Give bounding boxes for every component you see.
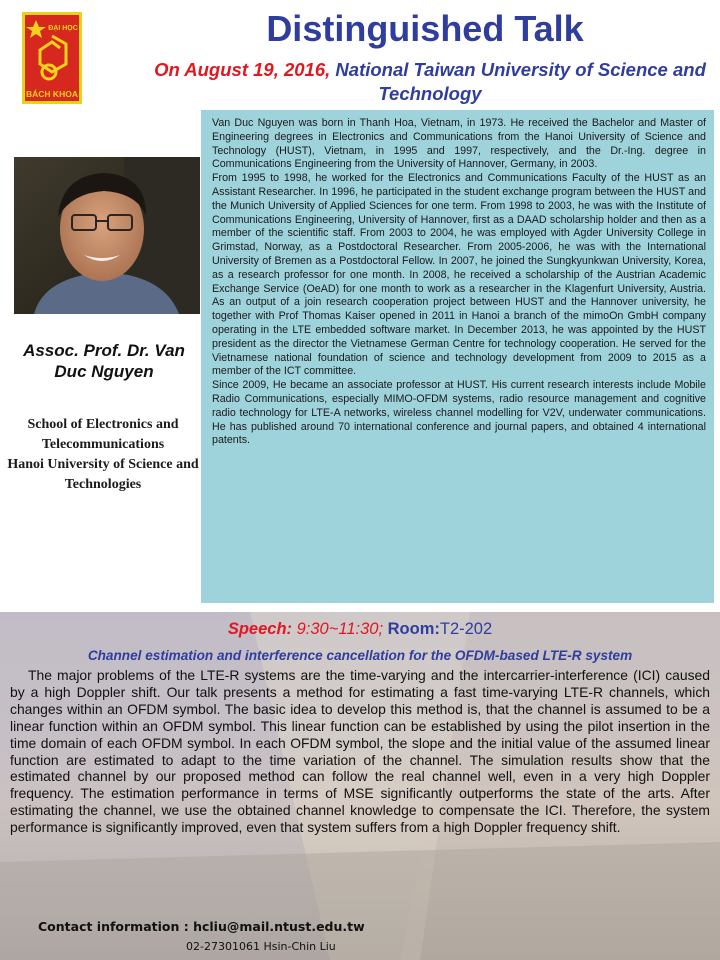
speech-schedule	[0, 620, 720, 639]
speaker-photo	[14, 157, 200, 314]
event-subtitle	[150, 58, 710, 106]
contact-phone: 02-27301061 Hsin-Chin Liu	[186, 940, 336, 953]
room-value: T2-202	[439, 620, 493, 638]
affiliation-university: Hanoi University of Science and Technologies	[7, 457, 199, 492]
bio-paragraph: From 1995 to 1998, he worked for the Electronics and Communications Faculty of the HUST as an Assistant Researcher. In 1996, he participated in the student exchange program between the HUST and the Munich University of Applied Sciences for one term. From 1998 to 2003, he was with the Institute of Communications Engineering, University of Hannover, first as a DAAD scholarship holder and then as a member of the scientific staff. From 2003 to 2004, he was employed with Agder University College in Grimstad, Norway, as a Postdoctoral Researcher. From 2005-2006, he was with the International University of Bremen as a Postdoctoral Fellow. In 2007, he joined the Sungkyunkwan University, Korea, as a research professor for one month. In 2008, he received a scholarship of the Austrian Academic Exchange Service (OeAD) for one month to work as a researcher in the Klagenfurt University, Austria. As an output of a join research cooperation project between HUST and the Hannover university, he together with Prof Thomas Kaiser opened in 2011 in Hanoi a branch of the mimoOn GmbH company operating in the LTE embedded software market. In December 2013, he was appointed by the HUST president as the director the Vietnamese German Centre for technology cooperation. He served for the Vietnamese national foundation of science and technology development from 2009 to 2015 as a member of the ICT committee.	[212, 172, 706, 378]
event-venue: National Taiwan University of Science and Technology	[335, 59, 706, 104]
event-date: On August 19, 2016,	[154, 59, 331, 80]
speech-label: Speech:	[227, 620, 293, 638]
room-label: Room:	[387, 620, 440, 638]
speaker-name: Assoc. Prof. Dr. Van Duc Nguyen	[23, 341, 185, 381]
logo-text-top: ĐẠI HỌC	[48, 25, 78, 32]
logo-text-bottom: BÁCH KHOA	[26, 89, 78, 99]
talk-section	[0, 612, 720, 960]
talk-title: Channel estimation and interference cancellation for the OFDM-based LTE-R system	[87, 648, 633, 663]
university-logo	[22, 12, 82, 104]
talk-abstract: The major problems of the LTE-R systems are the time-varying and the intercarrier-interference (ICI) caused by a high Doppler shift. Our talk presents a method for estimating a fast time-varying LTE-R channels, which changes within an OFDM symbol. The basic idea to develop this method is, that the channel is assumed to be a linear function within an OFDM symbol. This linear function can be established by using the pilot insertion in the time domain of each OFDM symbol. In each OFDM symbol, the slope and the initial value of the assumed linear function are estimated to adapt to the time variation of the channel. The simulation results show that the estimated channel by our proposed method can follow the real channel well, even in a very high Doppler frequency. The estimation performance in terms of MSE significantly outperforms the state of the arts. After estimating the channel, we use the obtained channel knowledge to compensate the ICI. Therefore, the system performance is significantly improved, even that system suffers from a high Doppler frequency shift.	[10, 667, 710, 836]
speaker-affiliation	[4, 415, 202, 495]
speech-time: 9:30~11:30;	[296, 620, 384, 638]
page-title: Distinguished Talk	[266, 8, 584, 49]
speaker-bio	[201, 110, 714, 603]
contact-info: Contact information : hcliu@mail.ntust.edu.tw	[38, 919, 365, 934]
bio-paragraph: Since 2009, He became an associate professor at HUST. His current research interests include Mobile Radio Communications, especially MIMO-OFDM systems, radio resource management and cognitive radio technology for LTE-A networks, wireless channel modelling for V2V, underwater communications. He has published around 70 international conference and journal papers, and obtained 4 international patents.	[212, 379, 706, 447]
bio-paragraph: Van Duc Nguyen was born in Thanh Hoa, Vietnam, in 1973. He received the Bachelor and Master of Engineering degrees in Electronics and Communications from the Hanoi University of Science and Technology (HUST), Vietnam, in 1995 and 1997, respectively, and the Dr.-Ing. degree in Communications Engineering from the University of Hannover, Germany, in 2003.	[212, 117, 706, 171]
affiliation-school: School of Electronics and Telecommunications	[27, 417, 179, 452]
